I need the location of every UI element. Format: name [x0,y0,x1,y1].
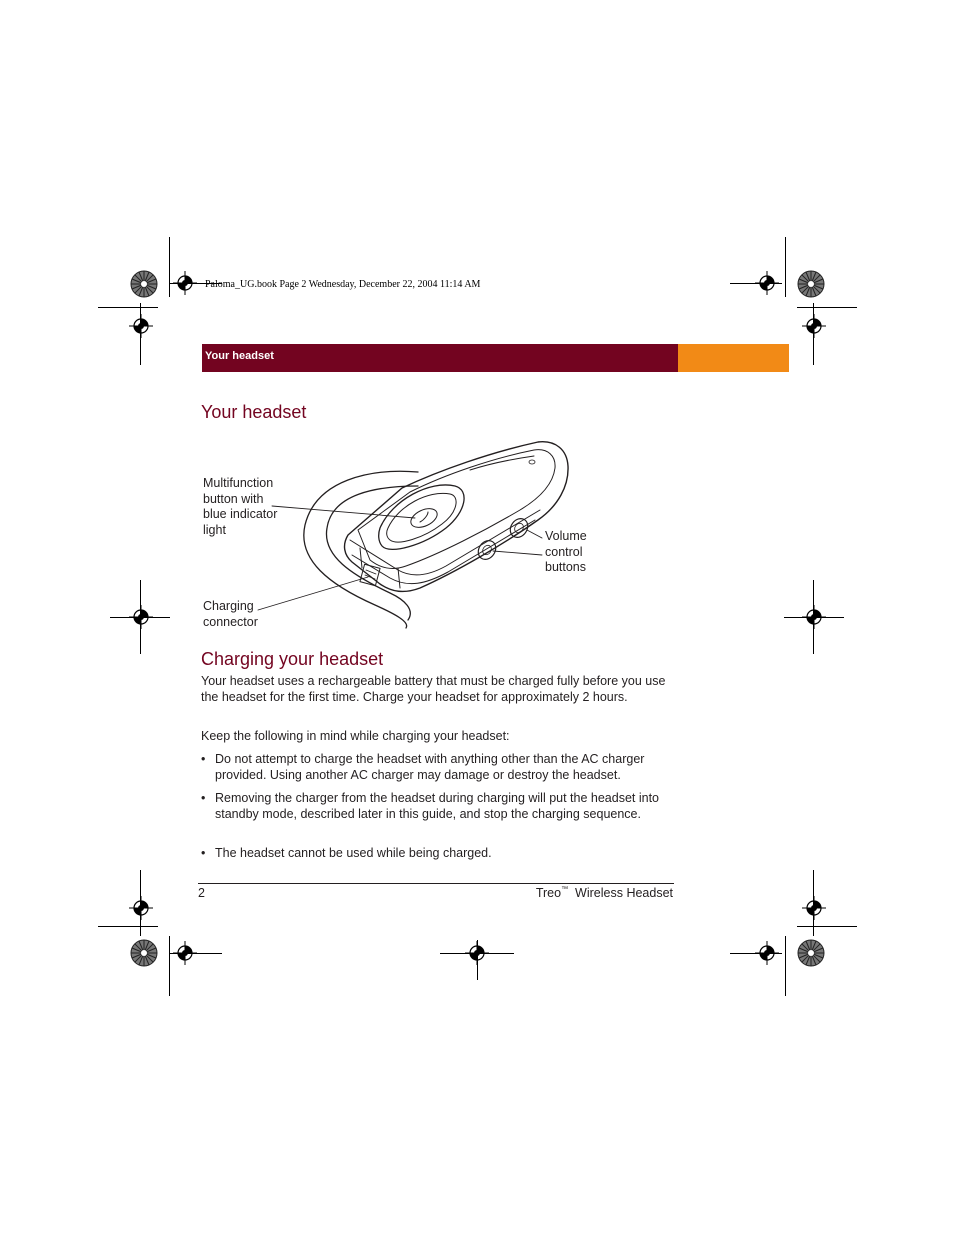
bullet-icon: • [201,752,206,766]
ear-hook [304,471,418,628]
callout-volume-buttons [545,529,587,576]
subsection-title: Charging your headset [201,649,384,669]
banner-label: Your headset [205,350,274,362]
list-item-text: Removing the charger from the headset during charging will put the headset into standby mode, described later in this guide, and stop the charging sequence. [215,791,660,821]
callout-line: buttons [545,560,587,574]
footer-title [536,886,673,900]
callout-line: light [203,522,226,537]
callout-line: connector [203,614,258,629]
callout-line: blue indicator [203,507,278,521]
bullet-icon: • [201,791,206,805]
callout-line: Multifunction [203,476,274,490]
list-item [201,791,675,822]
callout-line: control [545,544,583,559]
bullet-icon: • [201,846,206,860]
headset-body [345,442,569,592]
section-title: Your headset [201,402,307,422]
callout-multifunction-button [203,476,277,538]
trademark-symbol: ™ [561,886,569,893]
footer-product-rest: Wireless Headset [575,886,673,900]
footer-product: Treo [535,886,562,900]
callout-line: button with [203,491,264,506]
callout-line: Charging [203,599,254,613]
list-item [201,752,675,783]
keep-in-mind-text: Keep the following in mind while charging your headset: [201,729,510,743]
callout-line: Volume [545,529,587,543]
file-header: Paloma_UG.book Page 2 Wednesday, December 22, 2004 11:14 AM [205,279,481,290]
charging-intro: Your headset uses a rechargeable battery that must be charged fully before you use the headset for the first time. Charge your headset for approximately 2 hours. [201,674,666,704]
callout-charging-connector [203,599,258,630]
list-item-text: The headset cannot be used while being charged. [215,846,492,860]
list-item-text: Do not attempt to charge the headset with anything other than the AC charger provided. Using another AC charger may damage or destroy the headset. [215,752,645,782]
list-item [201,846,675,862]
page-number: 2 [198,886,205,900]
footer-rule [198,883,674,884]
